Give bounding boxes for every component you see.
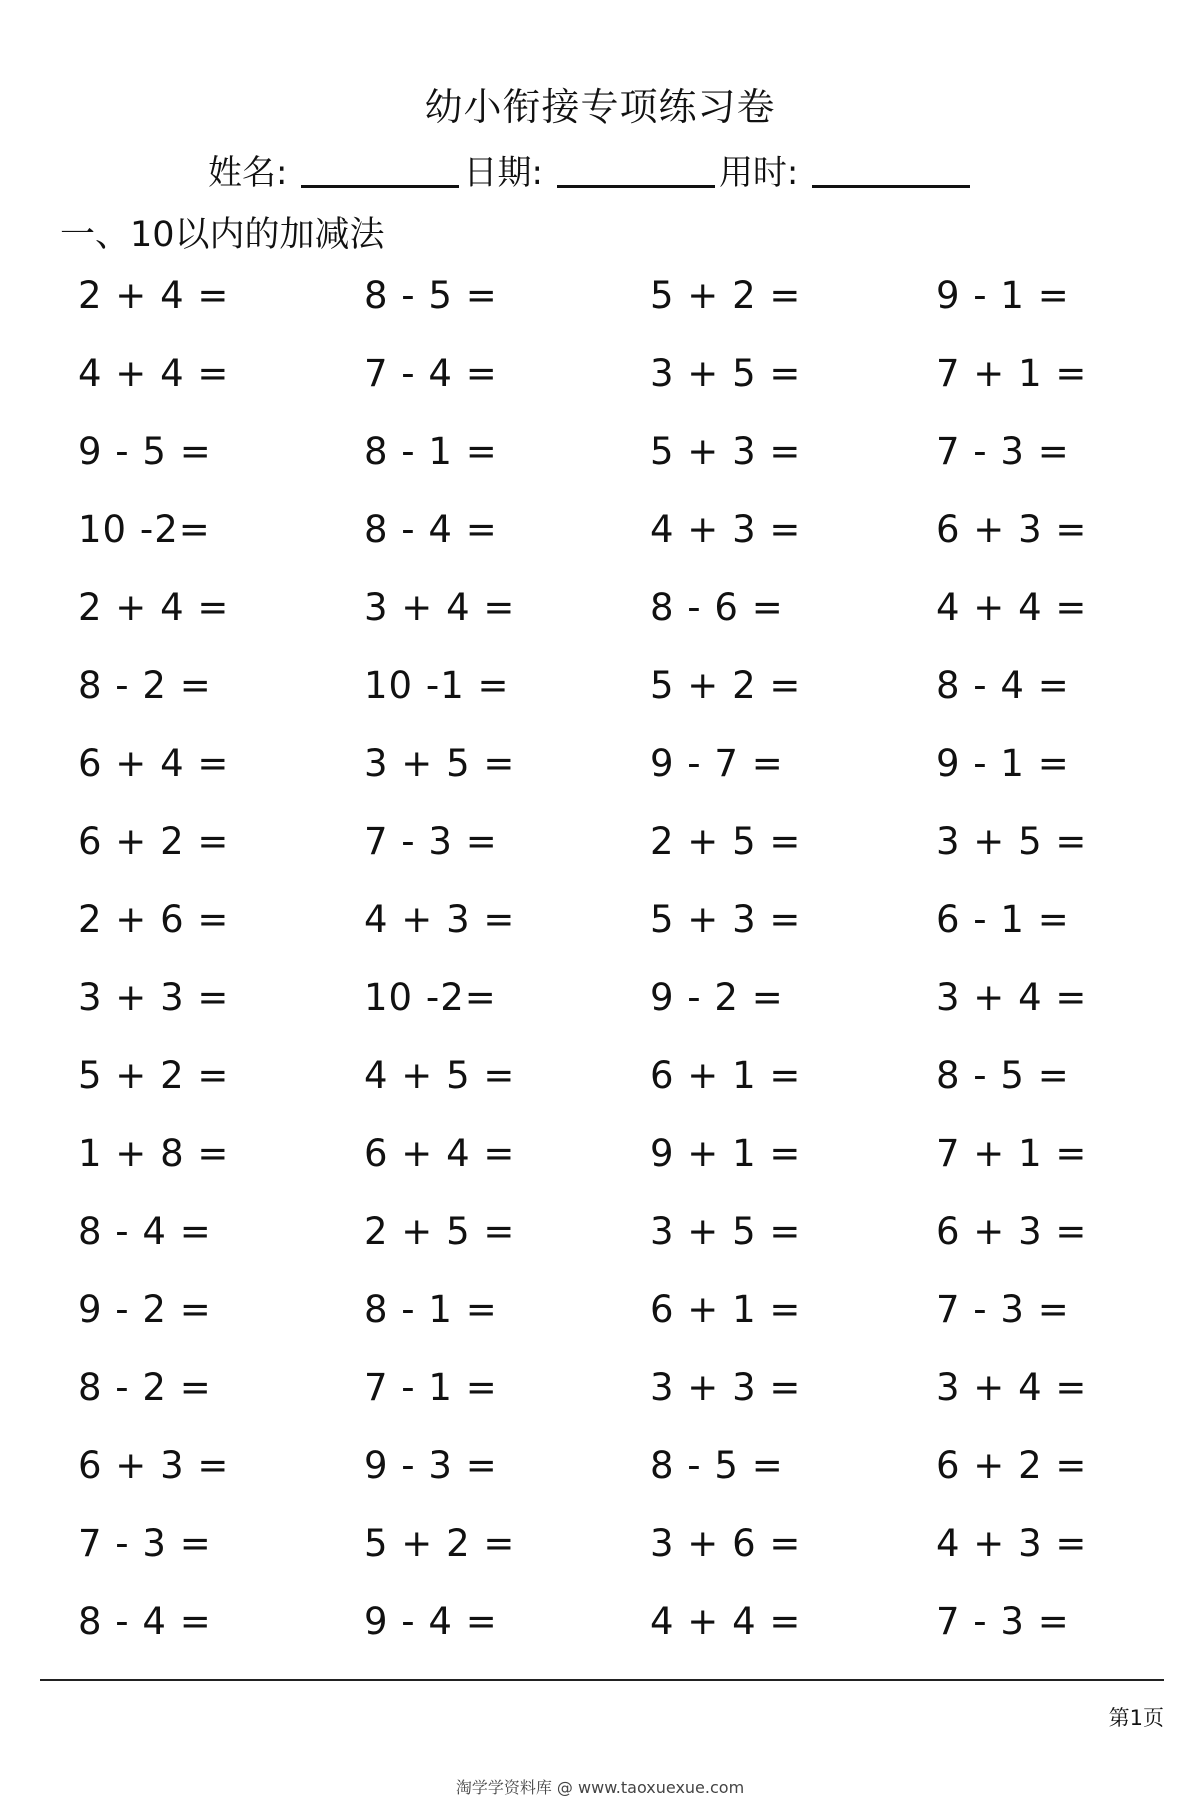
footer-credit: 淘学学资料库 @ www.taoxuexue.com [455, 1778, 745, 1797]
math-problem: 8 - 2 = [78, 664, 212, 707]
math-problem: 3 + 6 = [650, 1522, 802, 1565]
math-problem: 2 + 5 = [650, 820, 802, 863]
problem-row [78, 662, 1118, 740]
math-problem: 9 - 2 = [78, 1288, 212, 1331]
math-problem: 5 + 3 = [650, 430, 802, 473]
math-problem: 9 - 1 = [936, 742, 1070, 785]
math-problem: 7 - 4 = [364, 352, 498, 395]
name-field [208, 153, 463, 193]
math-problem: 6 + 4 = [364, 1132, 516, 1175]
math-problem: 5 + 2 = [650, 274, 802, 317]
problem-row [78, 350, 1118, 428]
date-blank-line [557, 185, 715, 188]
page-title: 幼小衔接专项练习卷 [424, 85, 776, 129]
math-problem: 10 -1 = [364, 664, 510, 707]
math-problem: 2 + 5 = [364, 1210, 516, 1253]
math-problem: 10 -2= [364, 976, 497, 1019]
math-problem: 8 - 5 = [364, 274, 498, 317]
math-problem: 5 + 2 = [364, 1522, 516, 1565]
math-problem: 6 + 4 = [78, 742, 230, 785]
math-problem: 3 + 5 = [650, 1210, 802, 1253]
math-problem: 7 - 3 = [936, 430, 1070, 473]
section-title: 一、10以内的加减法 [60, 215, 385, 255]
date-field [463, 153, 718, 193]
time-label: 用时: [718, 153, 799, 193]
math-problem: 9 - 1 = [936, 274, 1070, 317]
math-problem: 9 - 2 = [650, 976, 784, 1019]
problem-row [78, 818, 1118, 896]
time-blank-line [812, 185, 970, 188]
name-label: 姓名: [208, 153, 288, 193]
math-problem: 9 - 3 = [364, 1444, 498, 1487]
math-problem: 4 + 4 = [650, 1600, 802, 1643]
math-problem: 4 + 3 = [936, 1522, 1088, 1565]
math-problem: 3 + 5 = [936, 820, 1088, 863]
math-problem: 6 + 3 = [78, 1444, 230, 1487]
problem-row [78, 1520, 1118, 1598]
math-problem: 3 + 3 = [78, 976, 230, 1019]
math-problem: 8 - 5 = [650, 1444, 784, 1487]
math-problem: 7 + 1 = [936, 1132, 1088, 1175]
problem-row [78, 272, 1118, 350]
math-problem: 6 - 1 = [936, 898, 1070, 941]
math-problem: 7 - 3 = [364, 820, 498, 863]
problem-row [78, 1364, 1118, 1442]
math-problem: 2 + 4 = [78, 274, 230, 317]
math-problem: 8 - 5 = [936, 1054, 1070, 1097]
math-problem: 4 + 5 = [364, 1054, 516, 1097]
math-problem: 4 + 3 = [364, 898, 516, 941]
math-problem: 6 + 3 = [936, 508, 1088, 551]
math-problem: 6 + 1 = [650, 1054, 802, 1097]
math-problem: 2 + 6 = [78, 898, 230, 941]
math-problem: 8 - 2 = [78, 1366, 212, 1409]
date-label: 日期: [463, 153, 543, 193]
problem-row [78, 1286, 1118, 1364]
math-problem: 4 + 4 = [936, 586, 1088, 629]
math-problem: 7 + 1 = [936, 352, 1088, 395]
bottom-divider [40, 1679, 1164, 1681]
time-field [718, 153, 974, 193]
math-problem: 5 + 2 = [78, 1054, 230, 1097]
name-blank-line [301, 185, 459, 188]
math-problem: 10 -2= [78, 508, 211, 551]
problem-row [78, 506, 1118, 584]
math-problem: 9 - 5 = [78, 430, 212, 473]
math-problem: 5 + 3 = [650, 898, 802, 941]
math-problem: 3 + 4 = [936, 1366, 1088, 1409]
math-problem: 9 + 1 = [650, 1132, 802, 1175]
problem-grid [78, 272, 1118, 1676]
math-problem: 7 - 3 = [936, 1288, 1070, 1331]
math-problem: 7 - 3 = [78, 1522, 212, 1565]
math-problem: 8 - 1 = [364, 430, 498, 473]
math-problem: 9 - 4 = [364, 1600, 498, 1643]
math-problem: 6 + 2 = [936, 1444, 1088, 1487]
math-problem: 9 - 7 = [650, 742, 784, 785]
problem-row [78, 1130, 1118, 1208]
math-problem: 8 - 4 = [364, 508, 498, 551]
page-number: 第1页 [1108, 1706, 1164, 1730]
math-problem: 4 + 3 = [650, 508, 802, 551]
math-problem: 2 + 4 = [78, 586, 230, 629]
math-problem: 7 - 3 = [936, 1600, 1070, 1643]
math-problem: 7 - 1 = [364, 1366, 498, 1409]
problem-row [78, 428, 1118, 506]
math-problem: 3 + 5 = [650, 352, 802, 395]
math-problem: 8 - 1 = [364, 1288, 498, 1331]
math-problem: 3 + 4 = [936, 976, 1088, 1019]
math-problem: 6 + 3 = [936, 1210, 1088, 1253]
math-problem: 5 + 2 = [650, 664, 802, 707]
math-problem: 3 + 3 = [650, 1366, 802, 1409]
math-problem: 6 + 2 = [78, 820, 230, 863]
problem-row [78, 1208, 1118, 1286]
problem-row [78, 1052, 1118, 1130]
math-problem: 6 + 1 = [650, 1288, 802, 1331]
math-problem: 4 + 4 = [78, 352, 230, 395]
problem-row [78, 1598, 1118, 1676]
math-problem: 8 - 6 = [650, 586, 784, 629]
student-info-row [208, 153, 974, 193]
problem-row [78, 740, 1118, 818]
problem-row [78, 896, 1118, 974]
math-problem: 3 + 4 = [364, 586, 516, 629]
math-problem: 1 + 8 = [78, 1132, 230, 1175]
problem-row [78, 1442, 1118, 1520]
math-problem: 3 + 5 = [364, 742, 516, 785]
math-problem: 8 - 4 = [78, 1600, 212, 1643]
math-problem: 8 - 4 = [78, 1210, 212, 1253]
problem-row [78, 584, 1118, 662]
math-problem: 8 - 4 = [936, 664, 1070, 707]
problem-row [78, 974, 1118, 1052]
